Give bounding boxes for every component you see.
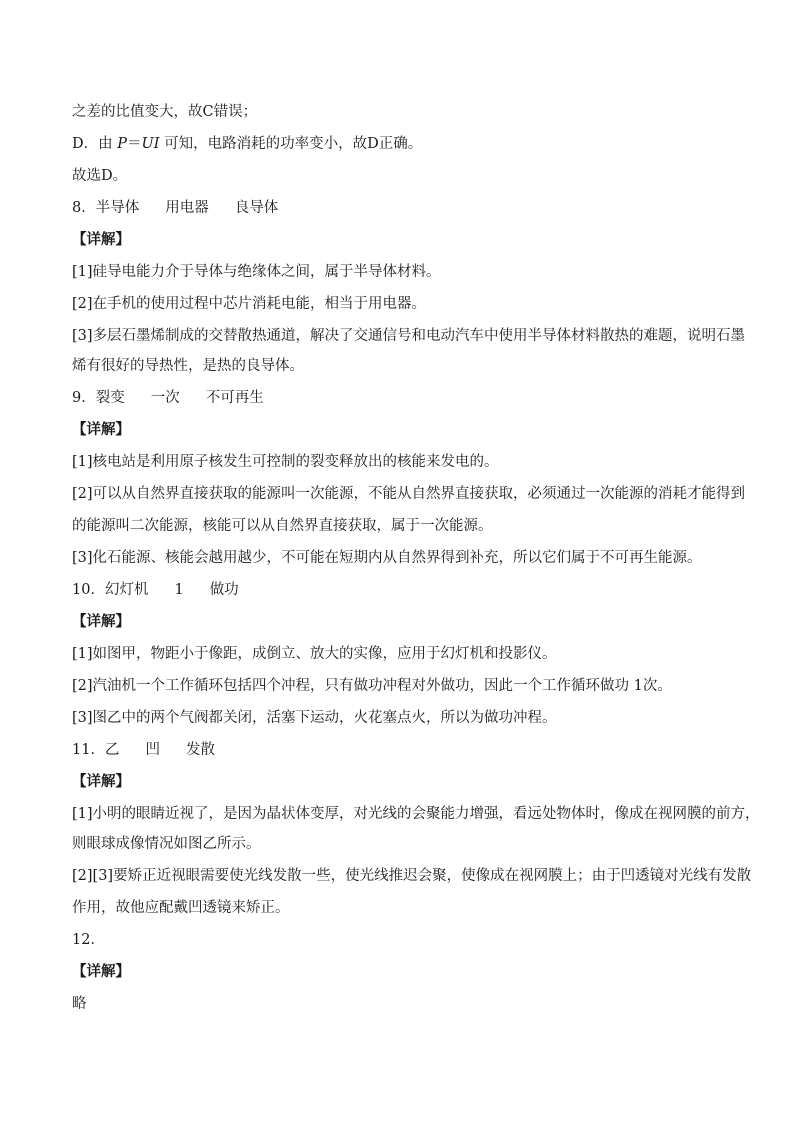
text-line: 之差的比值变大，故C错误； <box>72 104 258 120</box>
explanation-line: [3]多层石墨烯制成的交替散热通道，解决了交通信号和电动汽车中使用半导体材料散热的难题，说明石墨 <box>72 328 746 344</box>
detail-heading: 【详解】 <box>72 613 130 630</box>
detail-heading: 【详解】 <box>72 231 130 248</box>
explanation-line: [2]在手机的使用过程中芯片消耗电能，相当于用电器。 <box>72 296 427 312</box>
explanation-line: 则眼球成像情况如图乙所示。 <box>72 836 261 852</box>
text-line-power-formula <box>72 134 732 154</box>
explanation-line: [1]核电站是利用原子核发生可控制的裂变释放出的核能来发电的。 <box>72 454 499 470</box>
explanation-line: 烯有很好的导热性，是热的良导体。 <box>72 358 304 374</box>
formula-ui: UI <box>141 136 160 152</box>
question-number: 11．乙 <box>72 742 120 758</box>
question-number: 8．半导体 <box>72 200 140 216</box>
answer-3: 不可再生 <box>205 390 264 406</box>
question-number: 9．裂变 <box>72 390 125 406</box>
answer-line-q9 <box>72 388 732 408</box>
text-line: 故选D。 <box>72 168 128 184</box>
explanation-line: 略 <box>72 996 87 1012</box>
explanation-line: [1]小明的眼睛近视了，是因为晶状体变厚，对光线的会聚能力增强，看远处物体时，像成在视网膜的前方， <box>72 806 760 822</box>
detail-heading: 【详解】 <box>72 773 130 790</box>
explanation-line: [2]汽油机一个工作循环包括四个冲程，只有做功冲程对外做功，因此一个工作循环做功 1次。 <box>72 678 672 694</box>
answer-line-q11 <box>72 740 732 760</box>
answer-line-q10 <box>72 580 732 600</box>
explanation-line: [3]图乙中的两个气阀都关闭，活塞下运动，火花塞点火，所以为做功冲程。 <box>72 710 557 726</box>
answer-2: 用电器 <box>165 200 209 216</box>
explanation-line: 作用，故他应配戴凹透镜来矫正。 <box>72 900 290 916</box>
answer-line-q12: 12． <box>72 932 105 948</box>
text-span: 可知，电路消耗的功率变小，故D正确。 <box>159 136 423 152</box>
formula-equals: ＝ <box>127 136 142 152</box>
detail-heading: 【详解】 <box>72 421 130 438</box>
explanation-line: [1]硅导电能力介于导体与绝缘体之间，属于半导体材料。 <box>72 264 441 280</box>
detail-heading: 【详解】 <box>72 963 130 980</box>
answer-3: 发散 <box>185 742 215 758</box>
explanation-line: [2]可以从自然界直接获取的能源叫一次能源，不能从自然界直接获取，必须通过一次能源的消耗才能得到 <box>72 486 746 502</box>
text-span: D．由 <box>72 136 118 152</box>
explanation-line: 的能源叫二次能源，核能可以从自然界直接获取，属于一次能源。 <box>72 518 493 534</box>
formula-p: P <box>117 136 128 152</box>
answer-2: 凹 <box>145 742 160 758</box>
answer-3: 做功 <box>209 582 239 598</box>
answer-3: 良导体 <box>234 200 279 216</box>
explanation-line: [2][3]要矫正近视眼需要使光线发散一些，使光线推迟会聚，使像成在视网膜上；由于凹透镜对光线有发散 <box>72 868 752 884</box>
answer-2: 一次 <box>150 390 180 406</box>
answer-line-q8 <box>72 198 732 218</box>
answer-2: 1 <box>174 582 184 598</box>
explanation-line: [3]化石能源、核能会越用越少，不可能在短期内从自然界得到补充，所以它们属于不可再生能源。 <box>72 550 702 566</box>
question-number: 10．幻灯机 <box>72 582 149 598</box>
explanation-line: [1]如图甲，物距小于像距，成倒立、放大的实像，应用于幻灯机和投影仪。 <box>72 646 557 662</box>
